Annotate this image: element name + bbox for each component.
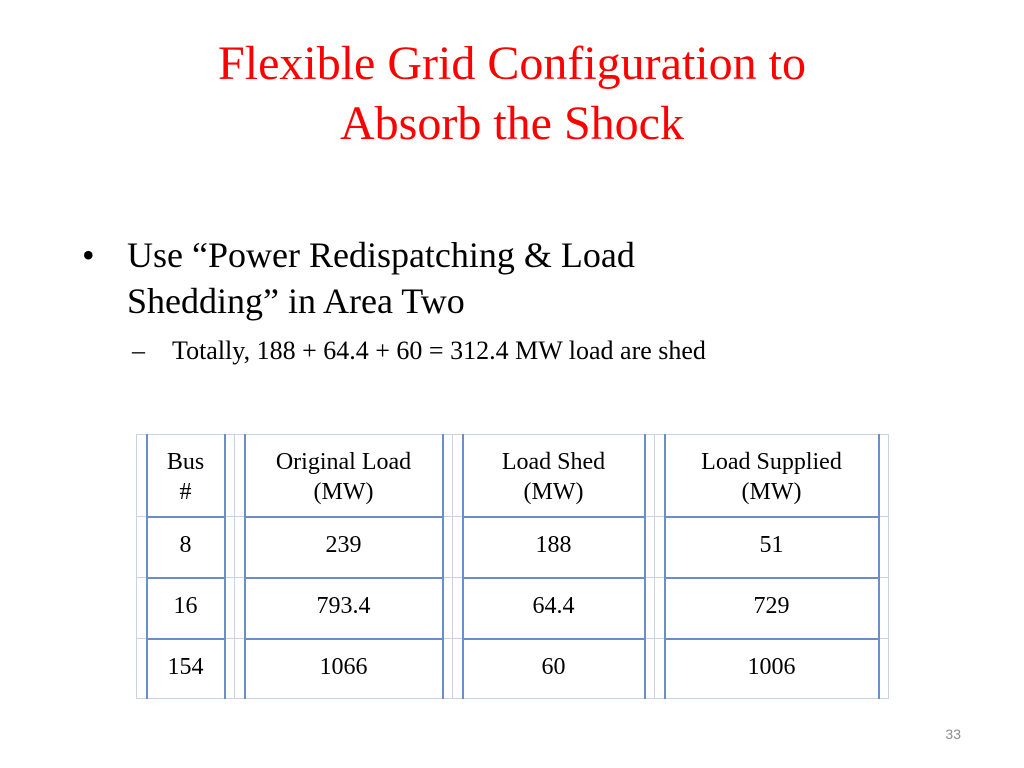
- table-row: [137, 578, 889, 639]
- bullet-list: [82, 232, 942, 368]
- cell-load-supplied: 1006: [665, 639, 879, 699]
- bullet-item: [82, 232, 942, 324]
- cell-load-supplied: 729: [665, 578, 879, 639]
- header-original-load: Original Load (MW): [245, 435, 443, 517]
- cell-bus: 16: [147, 578, 225, 639]
- table-header-row: [137, 435, 889, 517]
- cell-load-shed: 188: [463, 517, 645, 578]
- bullet-text-line1: Use “Power Redispatching & Load: [127, 235, 635, 275]
- cell-load-supplied: 51: [665, 517, 879, 578]
- table-row: [137, 639, 889, 699]
- sub-bullet-marker: –: [132, 336, 145, 365]
- load-shedding-table: [136, 434, 889, 699]
- slide-title-line2: Absorb the Shock: [340, 97, 684, 150]
- bullet-marker: •: [82, 235, 95, 275]
- slide-title: [60, 34, 964, 154]
- cell-load-shed: 64.4: [463, 578, 645, 639]
- header-load-shed: Load Shed (MW): [463, 435, 645, 517]
- header-bus: Bus #: [147, 435, 225, 517]
- header-load-supplied: Load Supplied (MW): [665, 435, 879, 517]
- page-number: 33: [945, 726, 961, 742]
- sub-bullet-item: [132, 334, 942, 368]
- cell-original-load: 239: [245, 517, 443, 578]
- cell-bus: 154: [147, 639, 225, 699]
- slide-title-line1: Flexible Grid Configuration to: [218, 37, 806, 90]
- cell-original-load: 1066: [245, 639, 443, 699]
- cell-original-load: 793.4: [245, 578, 443, 639]
- cell-bus: 8: [147, 517, 225, 578]
- cell-load-shed: 60: [463, 639, 645, 699]
- table-row: [137, 517, 889, 578]
- load-table-container: [136, 434, 888, 698]
- sub-bullet-text: Totally, 188 + 64.4 + 60 = 312.4 MW load are shed: [172, 336, 706, 365]
- bullet-text-line2: Shedding” in Area Two: [127, 281, 465, 321]
